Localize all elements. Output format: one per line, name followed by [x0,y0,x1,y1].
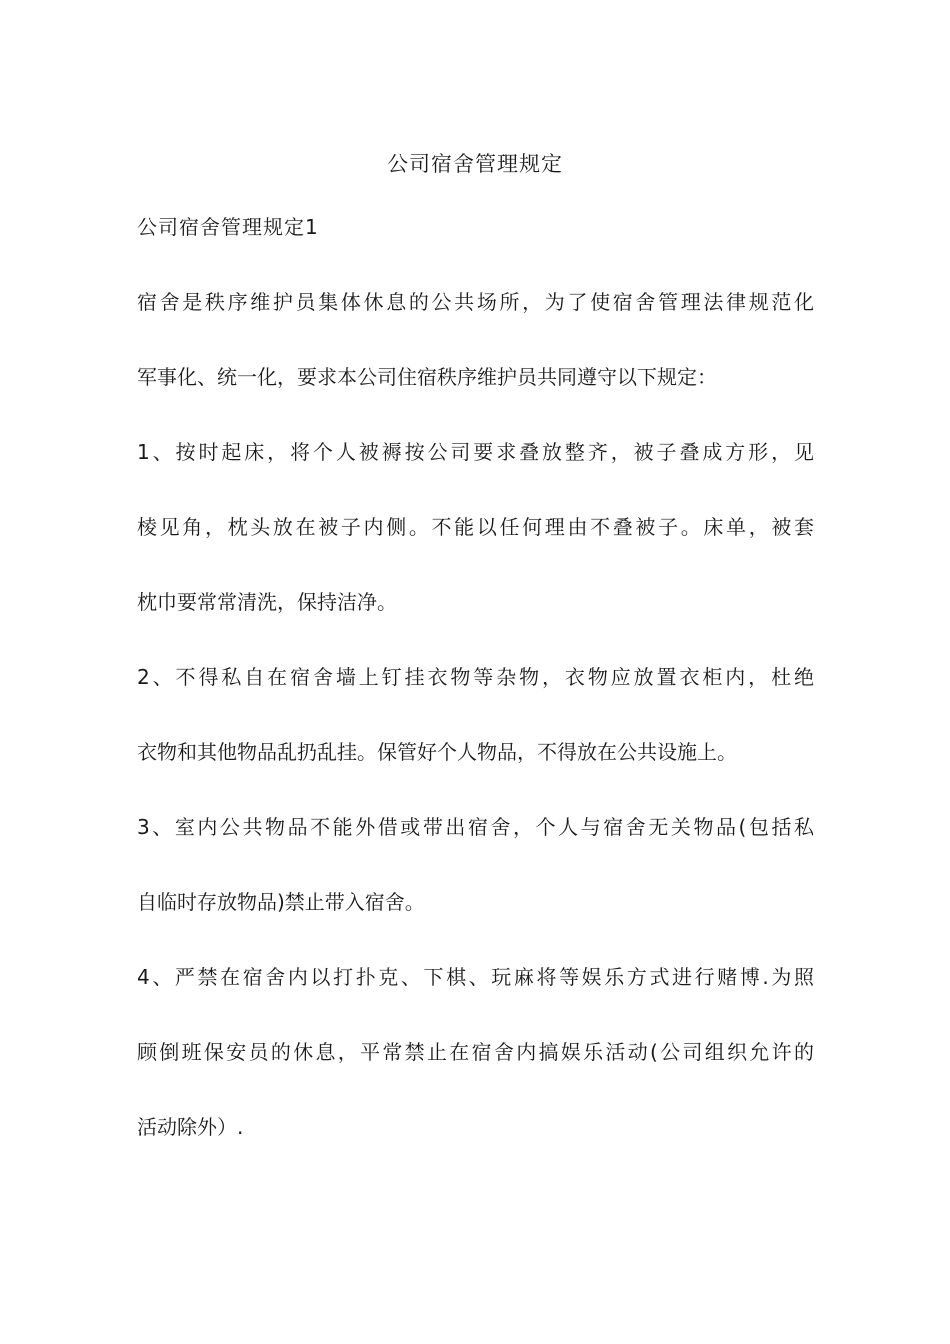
body-line: 4、严禁在宿舍内以打扑克、下棋、玩麻将等娱乐方式进行赌博.为照 [137,965,814,989]
body-line: 衣物和其他物品乱扔乱挂。保管好个人物品，不得放在公共设施上。 [137,740,737,764]
body-line: 1、按时起床，将个人被褥按公司要求叠放整齐，被子叠成方形，见 [137,440,814,464]
body-line: 军事化、统一化，要求本公司住宿秩序维护员共同遵守以下规定： [137,365,717,389]
body-line: 自临时存放物品)禁止带入宿舍。 [137,890,425,914]
page-title: 公司宿舍管理规定 [387,152,563,176]
body-line: 宿舍是秩序维护员集体休息的公共场所，为了使宿舍管理法律规范化 [137,290,814,314]
body-line: 3、室内公共物品不能外借或带出宿舍，个人与宿舍无关物品(包括私 [137,815,814,839]
body-line: 顾倒班保安员的休息，平常禁止在宿舍内搞娱乐活动(公司组织允许的 [137,1040,814,1064]
body-line: 2、不得私自在宿舍墙上钉挂衣物等杂物，衣物应放置衣柜内，杜绝 [137,665,814,689]
body-line: 棱见角，枕头放在被子内侧。不能以任何理由不叠被子。床单，被套 [137,515,814,539]
body-line: 枕巾要常常清洗，保持洁净。 [137,590,397,614]
section-heading: 公司宿舍管理规定1 [137,215,319,239]
body-line: 活动除外）. [137,1115,244,1139]
